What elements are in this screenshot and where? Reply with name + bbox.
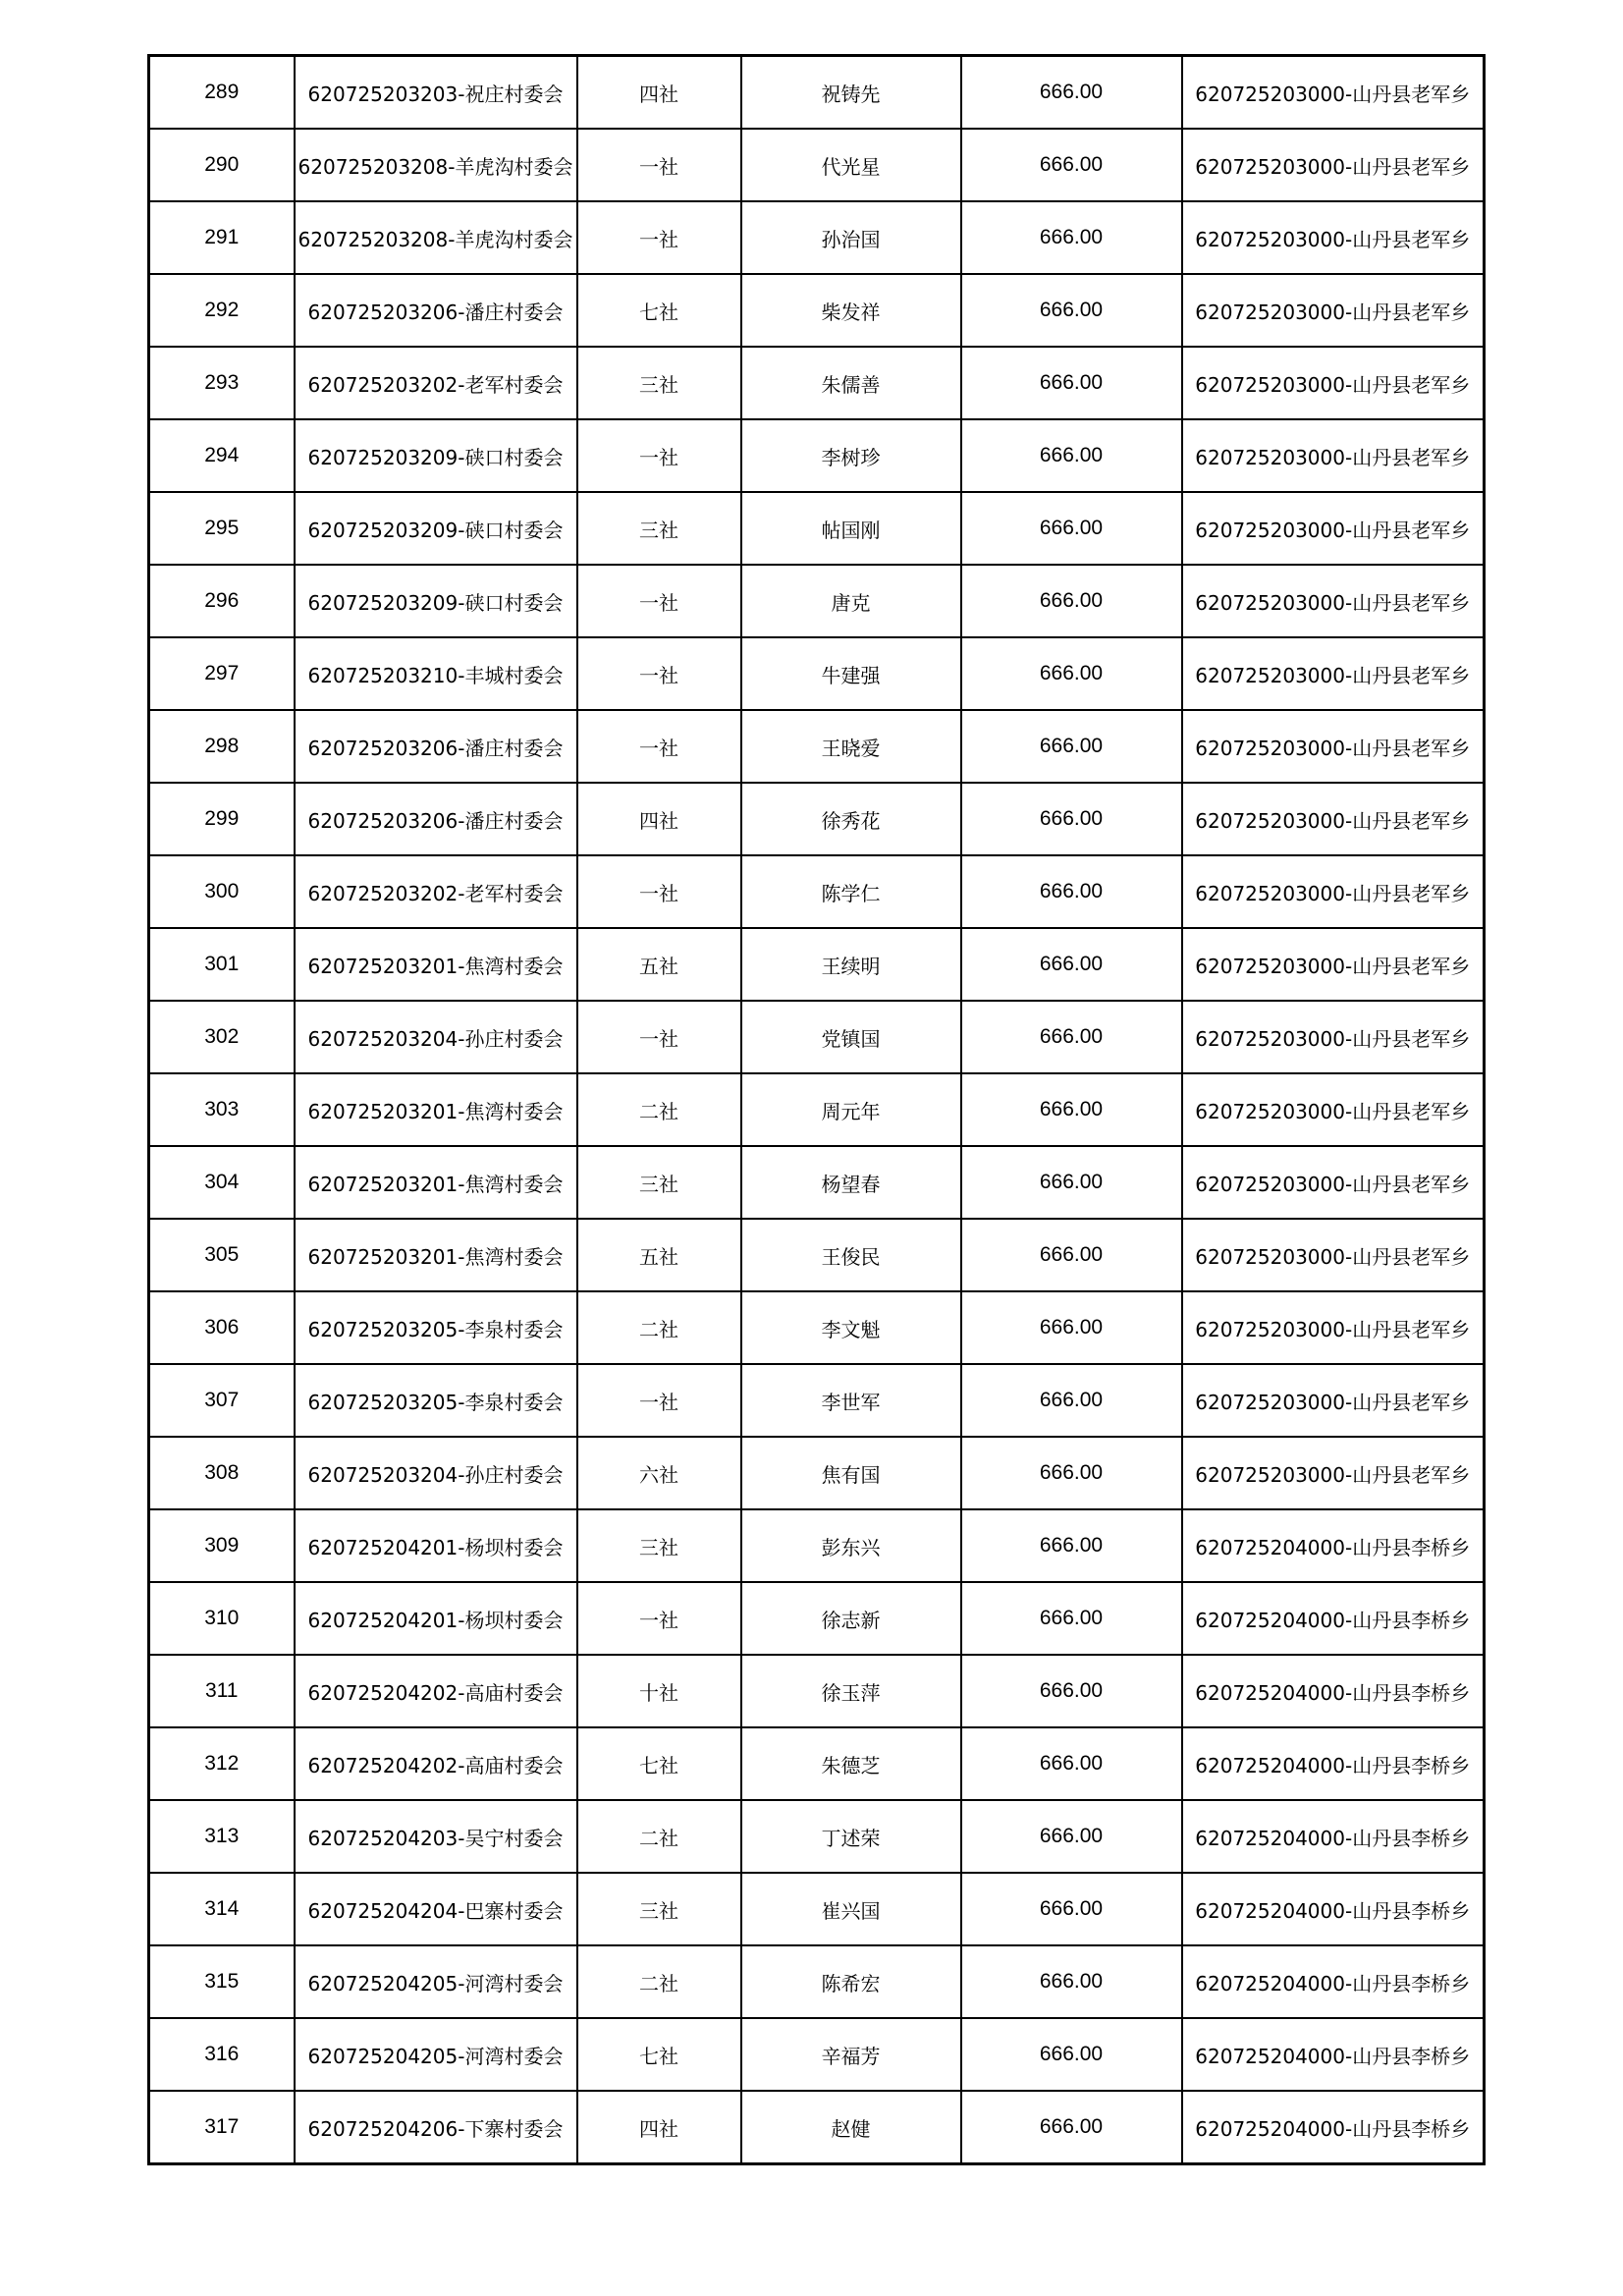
person-name-cell: 王续明 [741, 928, 961, 1001]
village-committee-cell: 620725203204-孙庄村委会 [295, 1437, 577, 1509]
village-group-cell: 一社 [577, 710, 741, 783]
table-row [149, 1509, 1485, 1582]
village-committee-cell: 620725203205-李泉村委会 [295, 1291, 577, 1364]
township-cell: 620725203000-山丹县老军乡 [1182, 928, 1485, 1001]
amount-cell: 666.00 [961, 783, 1182, 855]
township-cell: 620725203000-山丹县老军乡 [1182, 492, 1485, 565]
village-committee-cell: 620725204205-河湾村委会 [295, 2018, 577, 2091]
amount-cell: 666.00 [961, 1655, 1182, 1727]
person-name-cell: 徐志新 [741, 1582, 961, 1655]
village-group-cell: 一社 [577, 1001, 741, 1073]
township-cell: 620725203000-山丹县老军乡 [1182, 56, 1485, 130]
village-committee-cell: 620725203206-潘庄村委会 [295, 783, 577, 855]
village-committee-cell: 620725203201-焦湾村委会 [295, 1219, 577, 1291]
person-name-cell: 陈希宏 [741, 1945, 961, 2018]
person-name-cell: 孙治国 [741, 201, 961, 274]
village-committee-cell: 620725203208-羊虎沟村委会 [295, 129, 577, 201]
township-cell: 620725204000-山丹县李桥乡 [1182, 1800, 1485, 1873]
person-name-cell: 李世军 [741, 1364, 961, 1437]
serial-number-cell: 300 [149, 855, 295, 928]
village-group-cell: 二社 [577, 1800, 741, 1873]
village-group-cell: 七社 [577, 274, 741, 347]
serial-number-cell: 311 [149, 1655, 295, 1727]
table-row [149, 347, 1485, 419]
township-cell: 620725203000-山丹县老军乡 [1182, 1001, 1485, 1073]
village-group-cell: 七社 [577, 1727, 741, 1800]
serial-number-cell: 294 [149, 419, 295, 492]
village-committee-cell: 620725203209-硖口村委会 [295, 419, 577, 492]
village-committee-cell: 620725204201-杨坝村委会 [295, 1582, 577, 1655]
village-group-cell: 一社 [577, 129, 741, 201]
table-row [149, 855, 1485, 928]
person-name-cell: 辛福芳 [741, 2018, 961, 2091]
table-row [149, 419, 1485, 492]
village-group-cell: 六社 [577, 1437, 741, 1509]
township-cell: 620725203000-山丹县老军乡 [1182, 1146, 1485, 1219]
person-name-cell: 赵健 [741, 2091, 961, 2164]
person-name-cell: 周元年 [741, 1073, 961, 1146]
village-group-cell: 一社 [577, 855, 741, 928]
amount-cell: 666.00 [961, 1582, 1182, 1655]
amount-cell: 666.00 [961, 1873, 1182, 1945]
township-cell: 620725203000-山丹县老军乡 [1182, 347, 1485, 419]
serial-number-cell: 315 [149, 1945, 295, 2018]
village-group-cell: 一社 [577, 1582, 741, 1655]
amount-cell: 666.00 [961, 201, 1182, 274]
serial-number-cell: 295 [149, 492, 295, 565]
person-name-cell: 朱儒善 [741, 347, 961, 419]
table-row [149, 129, 1485, 201]
person-name-cell: 牛建强 [741, 637, 961, 710]
amount-cell: 666.00 [961, 928, 1182, 1001]
serial-number-cell: 316 [149, 2018, 295, 2091]
table-row [149, 565, 1485, 637]
person-name-cell: 陈学仁 [741, 855, 961, 928]
township-cell: 620725204000-山丹县李桥乡 [1182, 1873, 1485, 1945]
village-group-cell: 七社 [577, 2018, 741, 2091]
table-row [149, 2018, 1485, 2091]
amount-cell: 666.00 [961, 565, 1182, 637]
village-group-cell: 三社 [577, 1146, 741, 1219]
table-row [149, 1291, 1485, 1364]
serial-number-cell: 292 [149, 274, 295, 347]
village-group-cell: 五社 [577, 1219, 741, 1291]
village-committee-cell: 620725203202-老军村委会 [295, 855, 577, 928]
person-name-cell: 祝铸先 [741, 56, 961, 130]
township-cell: 620725203000-山丹县老军乡 [1182, 419, 1485, 492]
amount-cell: 666.00 [961, 1073, 1182, 1146]
table-row [149, 710, 1485, 783]
village-group-cell: 一社 [577, 565, 741, 637]
village-committee-cell: 620725203202-老军村委会 [295, 347, 577, 419]
serial-number-cell: 308 [149, 1437, 295, 1509]
village-group-cell: 四社 [577, 783, 741, 855]
amount-cell: 666.00 [961, 1727, 1182, 1800]
village-group-cell: 三社 [577, 1509, 741, 1582]
person-name-cell: 朱德芝 [741, 1727, 961, 1800]
village-committee-cell: 620725203204-孙庄村委会 [295, 1001, 577, 1073]
amount-cell: 666.00 [961, 56, 1182, 130]
serial-number-cell: 304 [149, 1146, 295, 1219]
township-cell: 620725204000-山丹县李桥乡 [1182, 1727, 1485, 1800]
amount-cell: 666.00 [961, 1146, 1182, 1219]
village-group-cell: 二社 [577, 1073, 741, 1146]
amount-cell: 666.00 [961, 129, 1182, 201]
serial-number-cell: 290 [149, 129, 295, 201]
village-committee-cell: 620725203206-潘庄村委会 [295, 710, 577, 783]
table-row [149, 1800, 1485, 1873]
person-name-cell: 焦有国 [741, 1437, 961, 1509]
township-cell: 620725203000-山丹县老军乡 [1182, 201, 1485, 274]
table-row [149, 274, 1485, 347]
village-group-cell: 一社 [577, 201, 741, 274]
serial-number-cell: 305 [149, 1219, 295, 1291]
subsidy-roster-table [147, 54, 1486, 2165]
person-name-cell: 徐秀花 [741, 783, 961, 855]
person-name-cell: 代光星 [741, 129, 961, 201]
amount-cell: 666.00 [961, 855, 1182, 928]
person-name-cell: 杨望春 [741, 1146, 961, 1219]
serial-number-cell: 298 [149, 710, 295, 783]
table-row [149, 1655, 1485, 1727]
village-committee-cell: 620725203210-丰城村委会 [295, 637, 577, 710]
amount-cell: 666.00 [961, 2091, 1182, 2164]
village-committee-cell: 620725203209-硖口村委会 [295, 492, 577, 565]
village-group-cell: 五社 [577, 928, 741, 1001]
township-cell: 620725203000-山丹县老军乡 [1182, 1073, 1485, 1146]
township-cell: 620725204000-山丹县李桥乡 [1182, 2091, 1485, 2164]
serial-number-cell: 297 [149, 637, 295, 710]
serial-number-cell: 296 [149, 565, 295, 637]
person-name-cell: 李树珍 [741, 419, 961, 492]
village-group-cell: 二社 [577, 1945, 741, 2018]
person-name-cell: 王晓爱 [741, 710, 961, 783]
village-committee-cell: 620725204201-杨坝村委会 [295, 1509, 577, 1582]
township-cell: 620725203000-山丹县老军乡 [1182, 710, 1485, 783]
table-row [149, 928, 1485, 1001]
serial-number-cell: 291 [149, 201, 295, 274]
village-group-cell: 十社 [577, 1655, 741, 1727]
person-name-cell: 徐玉萍 [741, 1655, 961, 1727]
township-cell: 620725204000-山丹县李桥乡 [1182, 2018, 1485, 2091]
amount-cell: 666.00 [961, 1291, 1182, 1364]
serial-number-cell: 310 [149, 1582, 295, 1655]
village-group-cell: 三社 [577, 1873, 741, 1945]
village-group-cell: 一社 [577, 637, 741, 710]
amount-cell: 666.00 [961, 1509, 1182, 1582]
village-committee-cell: 620725203208-羊虎沟村委会 [295, 201, 577, 274]
person-name-cell: 柴发祥 [741, 274, 961, 347]
table-row [149, 1945, 1485, 2018]
table-row [149, 1582, 1485, 1655]
village-group-cell: 一社 [577, 419, 741, 492]
serial-number-cell: 313 [149, 1800, 295, 1873]
person-name-cell: 唐克 [741, 565, 961, 637]
township-cell: 620725203000-山丹县老军乡 [1182, 565, 1485, 637]
amount-cell: 666.00 [961, 637, 1182, 710]
serial-number-cell: 299 [149, 783, 295, 855]
township-cell: 620725203000-山丹县老军乡 [1182, 129, 1485, 201]
amount-cell: 666.00 [961, 1219, 1182, 1291]
village-committee-cell: 620725203201-焦湾村委会 [295, 1146, 577, 1219]
table-body [149, 56, 1485, 2164]
serial-number-cell: 293 [149, 347, 295, 419]
table-row [149, 201, 1485, 274]
table-row [149, 1219, 1485, 1291]
amount-cell: 666.00 [961, 710, 1182, 783]
village-committee-cell: 620725204202-高庙村委会 [295, 1655, 577, 1727]
table-row [149, 1146, 1485, 1219]
township-cell: 620725204000-山丹县李桥乡 [1182, 1509, 1485, 1582]
table-row [149, 1727, 1485, 1800]
table-row [149, 1073, 1485, 1146]
amount-cell: 666.00 [961, 419, 1182, 492]
serial-number-cell: 301 [149, 928, 295, 1001]
township-cell: 620725203000-山丹县老军乡 [1182, 1364, 1485, 1437]
township-cell: 620725203000-山丹县老军乡 [1182, 783, 1485, 855]
village-group-cell: 四社 [577, 2091, 741, 2164]
township-cell: 620725204000-山丹县李桥乡 [1182, 1582, 1485, 1655]
township-cell: 620725203000-山丹县老军乡 [1182, 1291, 1485, 1364]
table-row [149, 1437, 1485, 1509]
serial-number-cell: 302 [149, 1001, 295, 1073]
township-cell: 620725204000-山丹县李桥乡 [1182, 1945, 1485, 2018]
serial-number-cell: 309 [149, 1509, 295, 1582]
table-row [149, 56, 1485, 130]
amount-cell: 666.00 [961, 1945, 1182, 2018]
serial-number-cell: 317 [149, 2091, 295, 2164]
village-group-cell: 一社 [577, 1364, 741, 1437]
village-committee-cell: 620725204205-河湾村委会 [295, 1945, 577, 2018]
village-committee-cell: 620725204206-下寨村委会 [295, 2091, 577, 2164]
amount-cell: 666.00 [961, 347, 1182, 419]
township-cell: 620725203000-山丹县老军乡 [1182, 637, 1485, 710]
serial-number-cell: 312 [149, 1727, 295, 1800]
village-committee-cell: 620725203209-硖口村委会 [295, 565, 577, 637]
village-committee-cell: 620725203206-潘庄村委会 [295, 274, 577, 347]
amount-cell: 666.00 [961, 274, 1182, 347]
village-committee-cell: 620725203203-祝庄村委会 [295, 56, 577, 130]
village-committee-cell: 620725203205-李泉村委会 [295, 1364, 577, 1437]
table-row [149, 492, 1485, 565]
village-committee-cell: 620725204202-高庙村委会 [295, 1727, 577, 1800]
person-name-cell: 崔兴国 [741, 1873, 961, 1945]
amount-cell: 666.00 [961, 1001, 1182, 1073]
amount-cell: 666.00 [961, 2018, 1182, 2091]
township-cell: 620725203000-山丹县老军乡 [1182, 1219, 1485, 1291]
serial-number-cell: 306 [149, 1291, 295, 1364]
serial-number-cell: 314 [149, 1873, 295, 1945]
table-row [149, 1364, 1485, 1437]
amount-cell: 666.00 [961, 1437, 1182, 1509]
person-name-cell: 帖国刚 [741, 492, 961, 565]
village-group-cell: 三社 [577, 347, 741, 419]
village-committee-cell: 620725204203-吴宁村委会 [295, 1800, 577, 1873]
serial-number-cell: 289 [149, 56, 295, 130]
township-cell: 620725203000-山丹县老军乡 [1182, 274, 1485, 347]
village-committee-cell: 620725203201-焦湾村委会 [295, 928, 577, 1001]
person-name-cell: 王俊民 [741, 1219, 961, 1291]
amount-cell: 666.00 [961, 1800, 1182, 1873]
person-name-cell: 党镇国 [741, 1001, 961, 1073]
table-row [149, 637, 1485, 710]
serial-number-cell: 303 [149, 1073, 295, 1146]
table-row [149, 2091, 1485, 2164]
table-row [149, 1873, 1485, 1945]
amount-cell: 666.00 [961, 492, 1182, 565]
table-row [149, 1001, 1485, 1073]
village-group-cell: 三社 [577, 492, 741, 565]
township-cell: 620725204000-山丹县李桥乡 [1182, 1655, 1485, 1727]
township-cell: 620725203000-山丹县老军乡 [1182, 1437, 1485, 1509]
person-name-cell: 丁述荣 [741, 1800, 961, 1873]
person-name-cell: 李文魁 [741, 1291, 961, 1364]
village-group-cell: 四社 [577, 56, 741, 130]
village-committee-cell: 620725204204-巴寨村委会 [295, 1873, 577, 1945]
amount-cell: 666.00 [961, 1364, 1182, 1437]
serial-number-cell: 307 [149, 1364, 295, 1437]
village-committee-cell: 620725203201-焦湾村委会 [295, 1073, 577, 1146]
table-row [149, 783, 1485, 855]
township-cell: 620725203000-山丹县老军乡 [1182, 855, 1485, 928]
person-name-cell: 彭东兴 [741, 1509, 961, 1582]
village-group-cell: 二社 [577, 1291, 741, 1364]
